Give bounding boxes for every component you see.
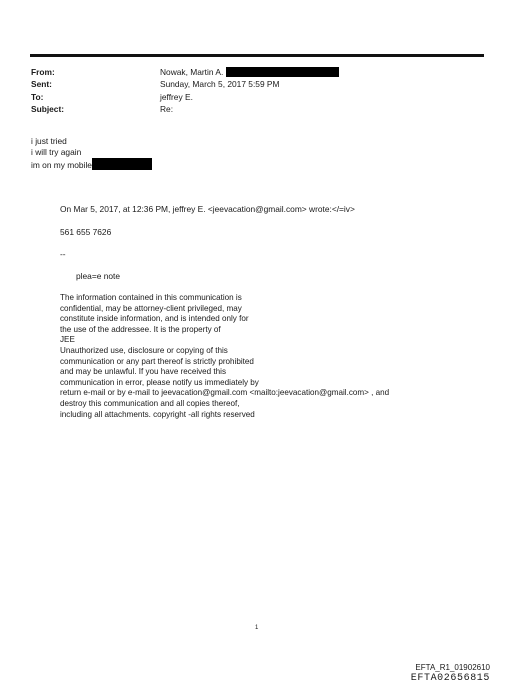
- body-line: i will try again: [31, 147, 82, 157]
- sent-value: Sunday, March 5, 2017 5:59 PM: [160, 79, 280, 90]
- quoted-wrote-line: On Mar 5, 2017, at 12:36 PM, jeffrey E. <jeevacation@gmail.com> wrote:</=iv>: [60, 204, 355, 214]
- sent-label: Sent:: [31, 79, 52, 90]
- body-line: im on my mobile: [31, 158, 152, 171]
- body-line: i just tried: [31, 136, 67, 146]
- to-label: To:: [31, 91, 44, 102]
- from-label: From:: [31, 67, 55, 77]
- disclaimer-line: confidential, may be attorney-client privileged, may: [60, 303, 242, 313]
- disclaimer-line: communication in error, please notify us immediately by: [60, 377, 259, 387]
- disclaimer-line: and may be unlawful. If you have received this: [60, 367, 227, 377]
- redaction-block: [92, 158, 152, 170]
- disclaimer-line: constitute inside information, and is intended only for: [60, 314, 249, 324]
- redaction-block: [226, 67, 339, 77]
- bates-stamp: EFTA02656815: [410, 673, 490, 684]
- quoted-note: plea=e note: [76, 271, 121, 281]
- disclaimer-line: including all attachments. copyright -all rights reserved: [60, 409, 255, 419]
- subject-label: Subject:: [31, 103, 65, 114]
- disclaimer-line: The information contained in this communication is: [60, 293, 242, 302]
- quoted-phone: 561 655 7626: [60, 227, 112, 237]
- quoted-separator: --: [60, 249, 66, 259]
- bates-stamp-r1: EFTA_R1_01902610: [415, 663, 490, 672]
- disclaimer: [60, 293, 389, 420]
- header-rule: [30, 54, 484, 57]
- disclaimer-line: return e-mail or by e-mail to jeevacation@gmail.com <mailto:jeevacation@gmail.com> , and: [60, 388, 390, 398]
- disclaimer-line: the use of the addressee. It is the property of: [60, 324, 221, 334]
- subject-value: Re:: [160, 103, 174, 114]
- disclaimer-line: JEE: [60, 335, 75, 345]
- from-value: Nowak, Martin A.: [160, 66, 339, 78]
- page-number: 1: [255, 625, 259, 631]
- to-value: jeffrey E.: [160, 91, 193, 102]
- message-body: [31, 136, 152, 171]
- disclaimer-line: destroy this communication and all copies thereof,: [60, 398, 240, 408]
- disclaimer-line: communication or any part thereof is strictly prohibited: [60, 356, 254, 366]
- disclaimer-line: Unauthorized use, disclosure or copying of this: [60, 345, 228, 355]
